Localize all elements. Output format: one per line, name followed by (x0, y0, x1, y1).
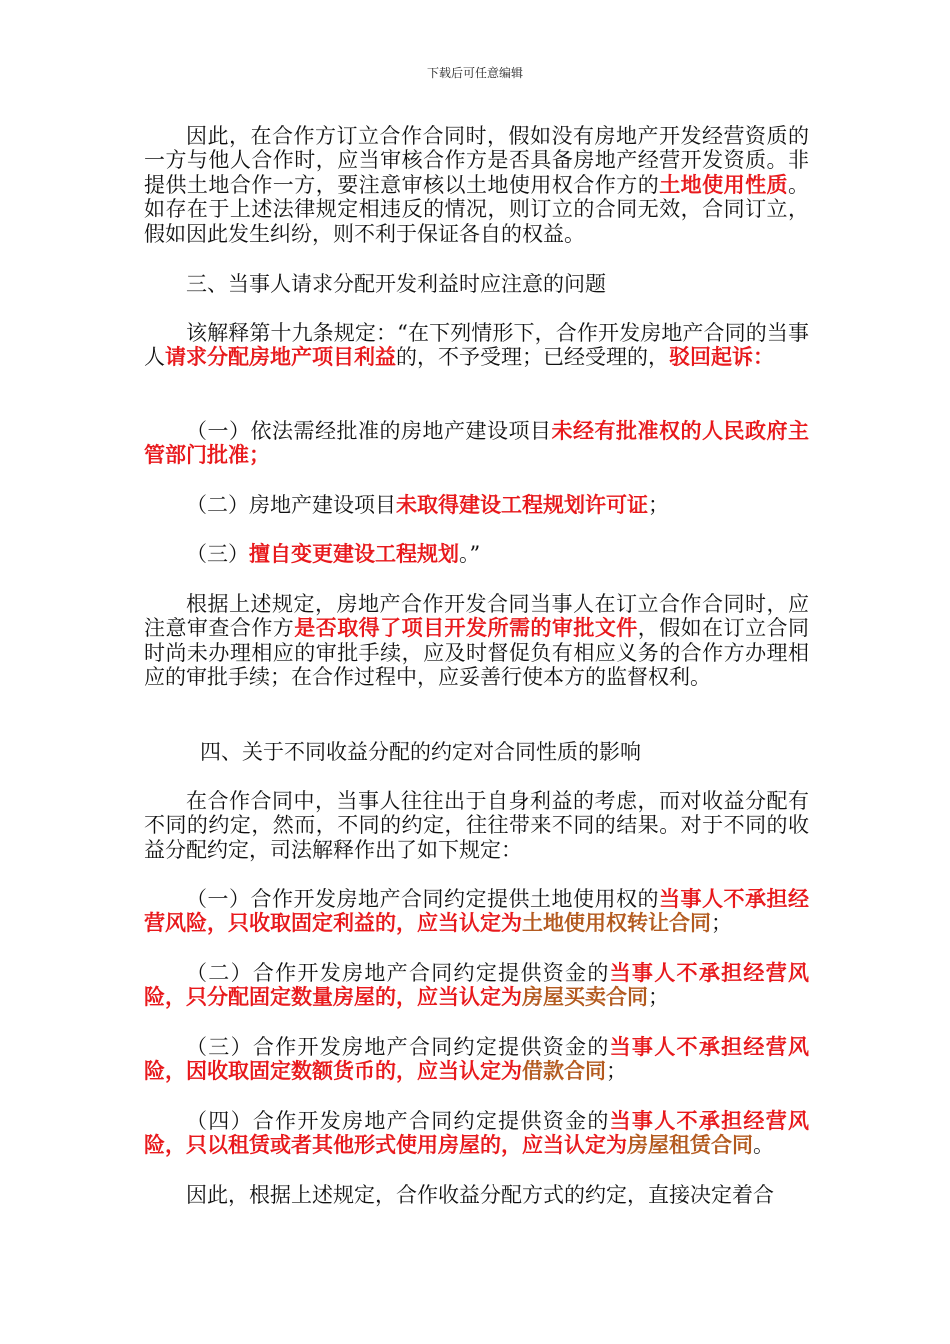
highlight-segment: 未经有批准权的人民政府主管部门批准； (144, 418, 809, 468)
highlight-segment: 请求分配房地产项目利益 (165, 344, 396, 370)
paragraph-approval-documents (144, 592, 809, 690)
text-segment: 根据上述规定，房地产合作开发合同当事人在订立合作合同时，应注意审查合作方 (144, 592, 809, 641)
contract-type-segment: 土地使用权转让合同 (522, 910, 711, 936)
highlight-segment: 未取得建设工程规划许可证 (396, 492, 648, 517)
heading-text: 四、关于不同收益分配的约定对合同性质的影响 (200, 740, 641, 764)
list-item-loan (144, 1035, 809, 1084)
text-segment: （二）合作开发房地产合同约定提供资金的 (186, 961, 610, 985)
list-item-two (144, 493, 809, 517)
highlight-segment: 当事人不承担经营风险，只以租赁或者其他形式使用房屋的，应当认定为 (144, 1108, 810, 1158)
list-item-one (144, 419, 809, 468)
highlight-segment: 土地使用性质 (659, 171, 789, 197)
text-segment: （二）房地产建设项目 (186, 493, 396, 517)
contract-type-segment: 房屋买卖合同 (522, 984, 648, 1010)
text-segment: （一）依法需经批准的房地产建设项目 (186, 419, 552, 443)
highlight-segment: 是否取得了项目开发所需的审批文件 (294, 615, 638, 641)
highlight-segment: 擅自变更建设工程规划 (249, 541, 459, 566)
text-segment: ； (711, 911, 732, 936)
page-header: 下载后可任意编辑 (426, 66, 523, 80)
text-segment: ； (648, 985, 669, 1010)
list-item-three (144, 542, 809, 566)
highlight-segment: 驳回起诉： (669, 344, 774, 370)
paragraph-profit-agreement (144, 789, 809, 862)
text-segment: ； (606, 1059, 627, 1084)
list-item-land-use (144, 887, 809, 936)
text-segment: 因此，在合作方订立合作合同时，假如没有房地产开发经营资质的一方与他人合作时，应当审核合作方是否具备房地产经营开发资质。非提供土地合作一方，要注意审核以土地使用权合作方的 (144, 124, 809, 197)
paragraph-qualification-review (144, 124, 809, 246)
text-segment: ，假如在订立合同时尚未办理相应的审批手续，应及时督促负有相应义务的合作方办理相应的审批手续；在合作过程中，应妥善行使本方的监督权利。 (144, 616, 810, 690)
list-item-lease (144, 1109, 809, 1158)
text-segment: 在合作合同中，当事人往往出于自身利益的考虑，而对收益分配有不同的约定，然而，不同的约定，往往带来不同的结果。对于不同的收益分配约定，司法解释作出了如下规定： (144, 789, 809, 862)
text-segment: 。 (753, 1133, 774, 1158)
text-segment: （三） (186, 542, 249, 566)
text-segment: 因此，根据上述规定，合作收益分配方式的约定，直接决定着合 (186, 1183, 774, 1207)
text-segment: （三）合作开发房地产合同约定提供资金的 (186, 1035, 610, 1059)
highlight-segment: 当事人不承担经营风险，因收取固定数额货币的，应当认定为 (144, 1034, 810, 1084)
highlight-segment: 当事人不承担经营风险，只收取固定利益的，应当认定为 (144, 886, 809, 936)
text-segment: 。如存在于上述法律规定相违反的情况，则订立的合同无效，合同订立，假如因此发生纠纷，则不利于保证各自的权益。 (144, 172, 810, 246)
heading-text: 三、当事人请求分配开发利益时应注意的问题 (186, 272, 606, 296)
highlight-segment: 当事人不承担经营风险，只分配固定数量房屋的，应当认定为 (144, 960, 810, 1010)
paragraph-conclusion (144, 1183, 809, 1207)
section-heading-four (158, 740, 823, 764)
text-segment: 。” (459, 542, 481, 566)
list-item-house-sale (144, 961, 809, 1010)
text-segment: 该解释第十九条规定：“在下列情形下，合作开发房地产合同的当事人 (144, 321, 809, 370)
section-heading-three (144, 272, 809, 296)
contract-type-segment: 房屋租赁合同 (627, 1132, 753, 1158)
text-segment: （四）合作开发房地产合同约定提供资金的 (186, 1109, 610, 1133)
text-segment: 的，不予受理；已经受理的， (396, 345, 669, 370)
text-segment: ； (648, 493, 669, 517)
contract-type-segment: 借款合同 (522, 1058, 606, 1084)
text-segment: （一）合作开发房地产合同约定提供土地使用权的 (186, 887, 659, 911)
paragraph-article-nineteen (144, 321, 809, 370)
